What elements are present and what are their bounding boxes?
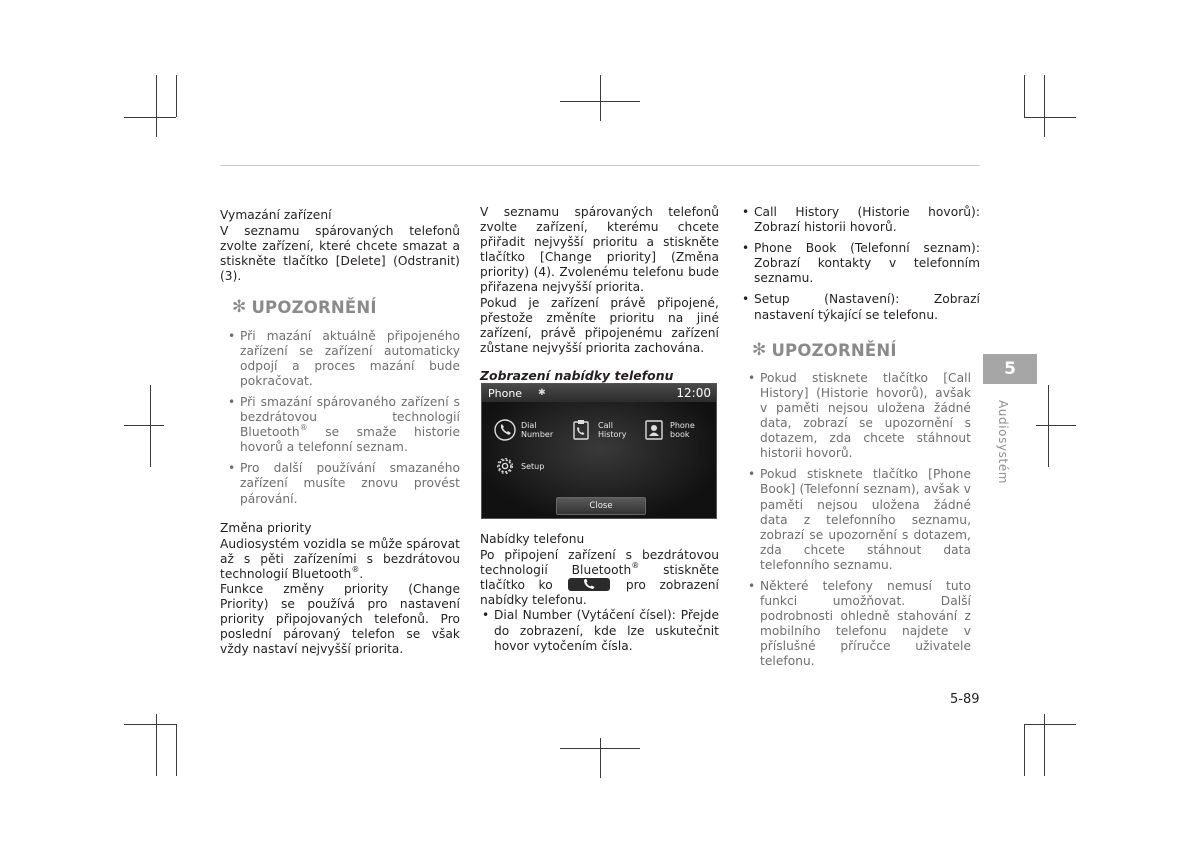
warning-item: • Některé telefony nemusí tuto funkci umožňovat. Další podrobnosti ohledně stahování z mobilního telefonu najdete v příslušné příručce uživatele telefonu. (748, 579, 971, 670)
warning-item: • Při smazání spárovaného zařízení s bezdrátovou technologií Bluetooth® se smaže historie hovorů a telefonní seznam. (228, 395, 460, 455)
menu-bullet-list-continued (742, 205, 980, 323)
heading-delete-device: Vymazání zařízení (220, 208, 332, 222)
setup-button[interactable]: Setup (494, 455, 544, 477)
screen-title-bar (482, 384, 716, 402)
call-history-button[interactable]: Call History (571, 419, 626, 441)
call-button-icon (568, 578, 610, 591)
heading-phone-menus: Nabídky telefonu (480, 532, 585, 546)
warning-item: • Pokud stisknete tlačítko [Call History] (Historie hovorů), avšak v paměti nejsou uložena žádné data, zobrazí se upozornění s dotazem, zda chcete stáhnout historii hovorů. (748, 371, 971, 462)
paragraph-change-priority: Funkce změny priority (Change Priority) se používá pro nastavení priority připojovaných telefonů. Pro poslední párovaný telefon se však vždy nastaví nejvyšší priorita. (220, 581, 460, 657)
column-3 (742, 205, 980, 676)
warning-title: ✻ UPOZORNĚNÍ (752, 339, 897, 360)
warning-title: ✻ UPOZORNĚNÍ (232, 297, 377, 318)
bluetooth-icon: ✱ (538, 388, 546, 398)
paragraph-connected-priority: Pokud je zařízení právě připojené, přestože změníte prioritu na jiné zařízení, právě připojenému zařízení zůstane nejvyšší priorita zachována. (480, 295, 719, 355)
paragraph-pairing-limit: Audiosystém vozidla se může spárovat až s pěti zařízeními s bezdrátovou technologií Bluetooth®. (220, 536, 460, 581)
close-button[interactable]: Close (556, 497, 646, 515)
warning-list (748, 371, 971, 670)
warning-item: • Při mazání aktuálně připojeného zařízení se zařízení automaticky odpojí a proces mazání bude pokračovat. (228, 329, 460, 389)
chapter-label: Audiosystém (996, 400, 1010, 485)
gear-icon (494, 455, 516, 477)
bullet-phone-book: • Phone Book (Telefonní seznam): Zobrazí kontakty v telefonním seznamu. (742, 241, 980, 286)
call-history-icon (571, 419, 593, 441)
contact-book-icon (643, 419, 665, 441)
warning-list (228, 329, 460, 507)
column-1 (220, 208, 460, 657)
warning-item: • Pokud stisknete tlačítko [Phone Book] (Telefonní seznam), avšak v paměti nejsou uložena žádné data z telefonního seznamu, zobrazí se upozornění s dotazem, zda chcete stáhnout data telefonního seznamu. (748, 467, 971, 573)
paragraph-set-priority: V seznamu spárovaných telefonů zvolte zařízení, kterému chcete přiřadit nejvyšší prioritu a stiskněte tlačítko [Change priority] (Změna priority) (4). Zvolenému telefonu bude přiřazena nejvyšší priorita. (480, 205, 719, 295)
paragraph-phone-menus: Po připojení zařízení s bezdrátovou technologií Bluetooth® stiskněte tlačítko ko pro zobrazení nabídky telefonu. (480, 548, 719, 608)
bullet-setup: • Setup (Nastavení): Zobrazí nastavení týkající se telefonu. (742, 292, 980, 322)
warning-star-icon: ✻ (752, 339, 767, 360)
paragraph-delete-device: V seznamu spárovaných telefonů zvolte zařízení, které chcete smazat a stiskněte tlačítko [Delete] (Odstranit) (3). (220, 224, 460, 284)
phone-book-button[interactable]: Phone book (643, 419, 695, 441)
screen-clock: 12:00 (676, 386, 711, 400)
subheading-phone-menu: Zobrazení nabídky telefonu (480, 367, 674, 383)
page-number: 5-89 (950, 692, 980, 707)
dial-number-button[interactable]: Dial Number (494, 419, 553, 441)
column-2 (480, 205, 719, 393)
phone-menu-screenshot (481, 383, 717, 519)
bullet-call-history: • Call History (Historie hovorů): Zobrazí historii hovorů. (742, 205, 980, 235)
screen-title: Phone (488, 386, 523, 400)
warning-item: • Pro další používání smazaného zařízení musíte znovu provést párování. (228, 461, 460, 506)
phone-icon (494, 419, 516, 441)
warning-star-icon: ✻ (232, 297, 247, 318)
chapter-number-tab: 5 (983, 354, 1037, 384)
header-rule (220, 165, 980, 166)
heading-change-priority: Změna priority (220, 520, 312, 535)
menu-bullet-list (482, 608, 719, 653)
column-2-lower (480, 532, 719, 660)
bullet-dial-number: • Dial Number (Vytáčení čísel): Přejde do zobrazení, kde lze uskutečnit hovor vytočením čísla. (482, 608, 719, 653)
